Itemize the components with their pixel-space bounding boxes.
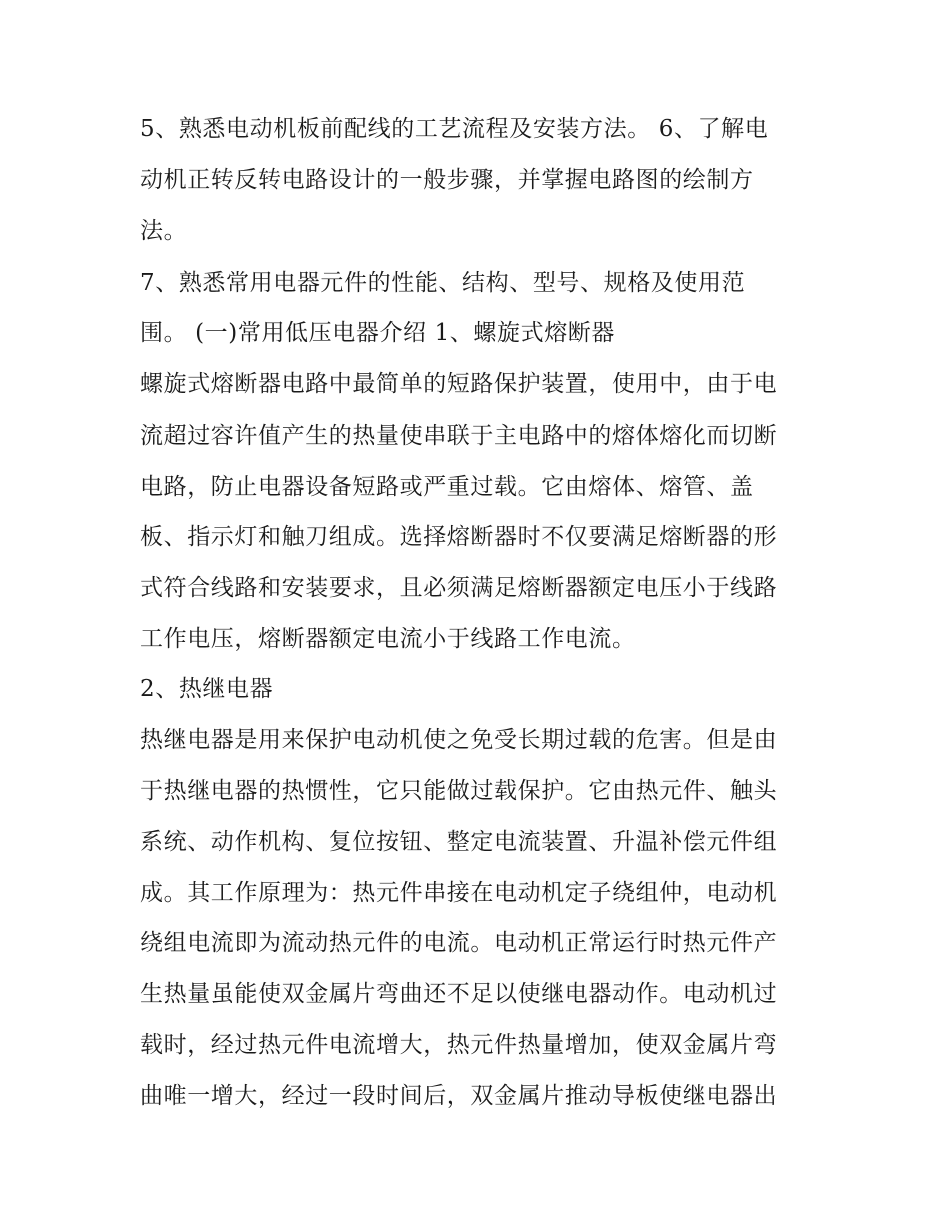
text-line-6: 螺旋式熔断器电路中最简单的短路保护装置，使用中，由于电	[140, 371, 778, 397]
text-line-9: 板、指示灯和触刀组成。选择熔断器时不仅要满足熔断器的形	[140, 524, 778, 550]
text-line-19: 载时，经过热元件电流增大，热元件热量增加，使双金属片弯	[140, 1032, 778, 1058]
text-line-11: 工作电压，熔断器额定电流小于线路工作电流。	[140, 626, 636, 652]
text-line-10: 式符合线路和安装要求，且必须满足熔断器额定电压小于线路	[140, 575, 778, 601]
text-line-8: 电路，防止电器设备短路或严重过载。它由熔体、熔管、盖	[140, 474, 754, 500]
text-line-16: 成。其工作原理为：热元件串接在电动机定子绕组仲，电动机	[140, 880, 778, 906]
text-line-14: 于热继电器的热惯性，它只能做过载保护。它由热元件、触头	[140, 778, 778, 804]
text-line-20: 曲唯一增大，经过一段时间后，双金属片推动导板使继电器出	[140, 1083, 778, 1109]
text-line-7: 流超过容许值产生的热量使串联于主电路中的熔体熔化而切断	[140, 423, 778, 449]
text-line-18: 生热量虽能使双金属片弯曲还不足以使继电器动作。电动机过	[140, 981, 778, 1007]
text-line-13: 热继电器是用来保护电动机使之免受长期过载的危害。但是由	[140, 727, 778, 753]
text-line-17: 绕组电流即为流动热元件的电流。电动机正常运行时热元件产	[140, 930, 778, 956]
text-line-2: 动机正转反转电路设计的一般步骤，并掌握电路图的绘制方	[140, 167, 754, 193]
text-line-5: 围。 (一)常用低压电器介绍 1、螺旋式熔断器	[140, 320, 616, 346]
text-line-15: 系统、动作机构、复位按钮、整定电流装置、升温补偿元件组	[140, 829, 778, 855]
text-line-3: 法。	[140, 218, 188, 244]
section-heading-thermal-relay: 2、热继电器	[140, 676, 274, 702]
text-line-4: 7、熟悉常用电器元件的性能、结构、型号、规格及使用范	[140, 270, 746, 296]
text-line-1: 5、熟悉电动机板前配线的工艺流程及安装方法。 6、了解电	[140, 116, 769, 142]
